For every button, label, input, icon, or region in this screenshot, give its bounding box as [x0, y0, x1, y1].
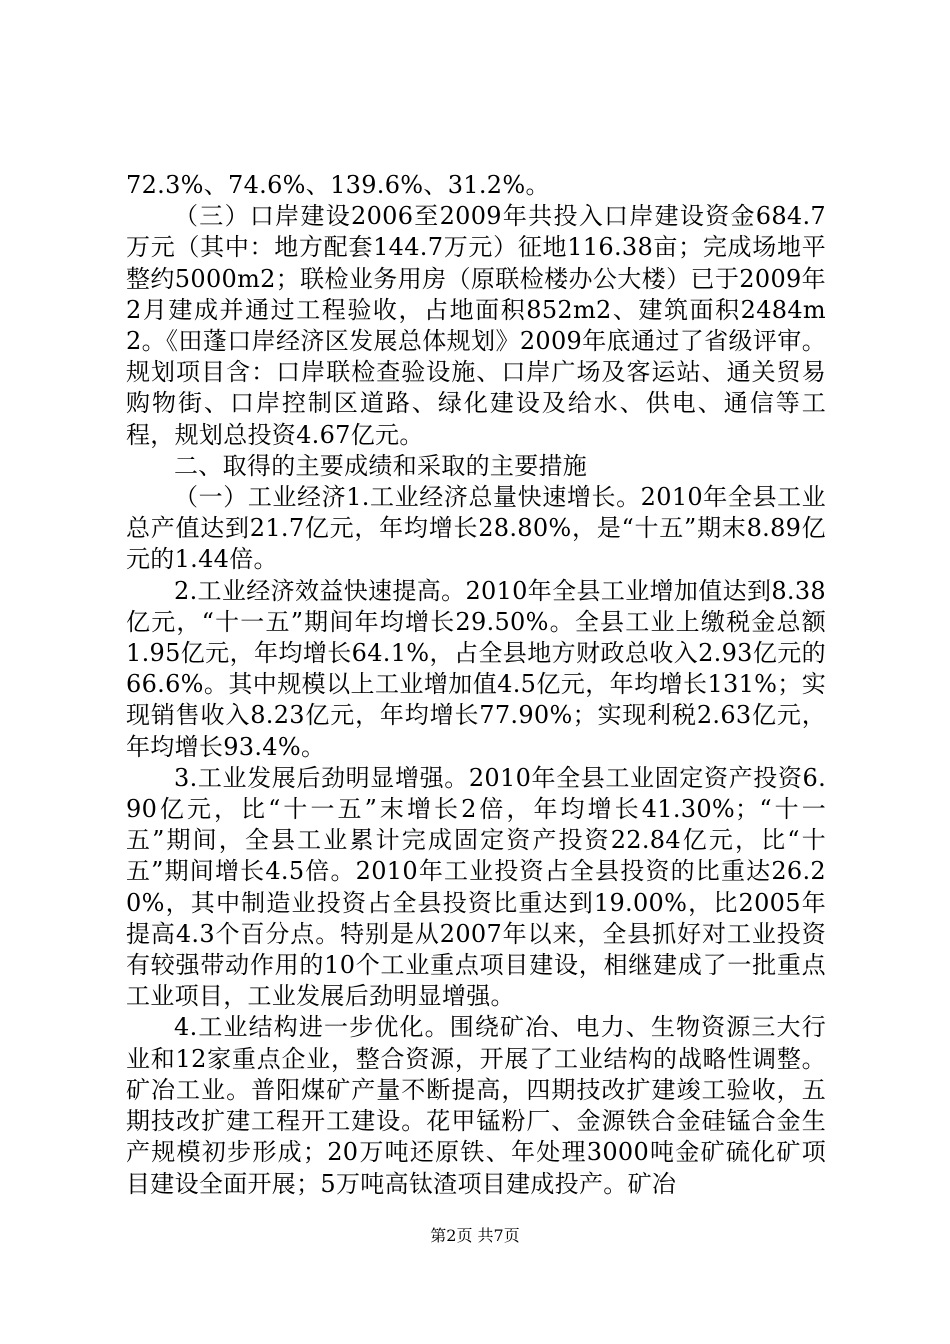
paragraph-industrial-efficiency: 2.工业经济效益快速提高。2010年全县工业增加值达到8.38亿元，“十一五”期间年均增长29.50%。全县工业上缴税金总额1.95亿元，年均增长64.1%，占全县地方财政总收入2.93亿元的66.6%。其中规模以上工业增加值4.5亿元，年均增长131%；实现销售收入8.23亿元，年均增长77.90%；实现利税2.63亿元，年均增长93.4%。: [126, 576, 826, 761]
section-heading-achievements: 二、取得的主要成绩和采取的主要措施: [174, 451, 588, 480]
paragraph-industrial-momentum: 3.工业发展后劲明显增强。2010年全县工业固定资产投资6.90亿元，比“十一五”末增长2倍，年均增长41.30%；“十一五”期间，全县工业累计完成固定资产投资22.84亿元，比“十五”期间增长4.5倍。2010年工业投资占全县投资的比重达26.20%，其中制造业投资占全县投资比重达到19.00%，比2005年提高4.3个百分点。特别是从2007年以来，全县抓好对工业投资有较强带动作用的10个工业重点项目建设，相继建成了一批重点工业项目，工业发展后劲明显增强。: [126, 763, 826, 1011]
page-footer: 第2页 共7页: [430, 1226, 520, 1245]
paragraph-port-construction: （三）口岸建设2006至2009年共投入口岸建设资金684.7万元（其中：地方配套144.7万元）征地116.38亩；完成场地平整约5000m2；联检业务用房（原联检楼办公大楼）已于2009年2月建成并通过工程验收，占地面积852m2、建筑面积2484m2。《田蓬口岸经济区发展总体规划》2009年底通过了省级评审。规划项目含：口岸联检查验设施、口岸广场及客运站、通关贸易购物街、口岸控制区道路、绿化建设及给水、供电、通信等工程，规划总投资4.67亿元。: [126, 202, 826, 449]
paragraph-continuation: 72.3%、74.6%、139.6%、31.2%。: [126, 171, 550, 199]
paragraph-industrial-growth: （一）工业经济1.工业经济总量快速增长。2010年全县工业总产值达到21.7亿元，年均增长28.80%，是“十五”期末8.89亿元的1.44倍。: [126, 483, 826, 574]
document-body: [126, 170, 826, 1200]
paragraph-industrial-structure: 4.工业结构进一步优化。围绕矿冶、电力、生物资源三大行业和12家重点企业，整合资源，开展了工业结构的战略性调整。矿冶工业。普阳煤矿产量不断提高，四期技改扩建竣工验收，五期技改扩建工程开工建设。花甲锰粉厂、金源铁合金硅锰合金生产规模初步形成；20万吨还原铁、年处理3000吨金矿硫化矿项目建设全面开展；5万吨高钛渣项目建成投产。矿冶: [126, 1013, 826, 1198]
